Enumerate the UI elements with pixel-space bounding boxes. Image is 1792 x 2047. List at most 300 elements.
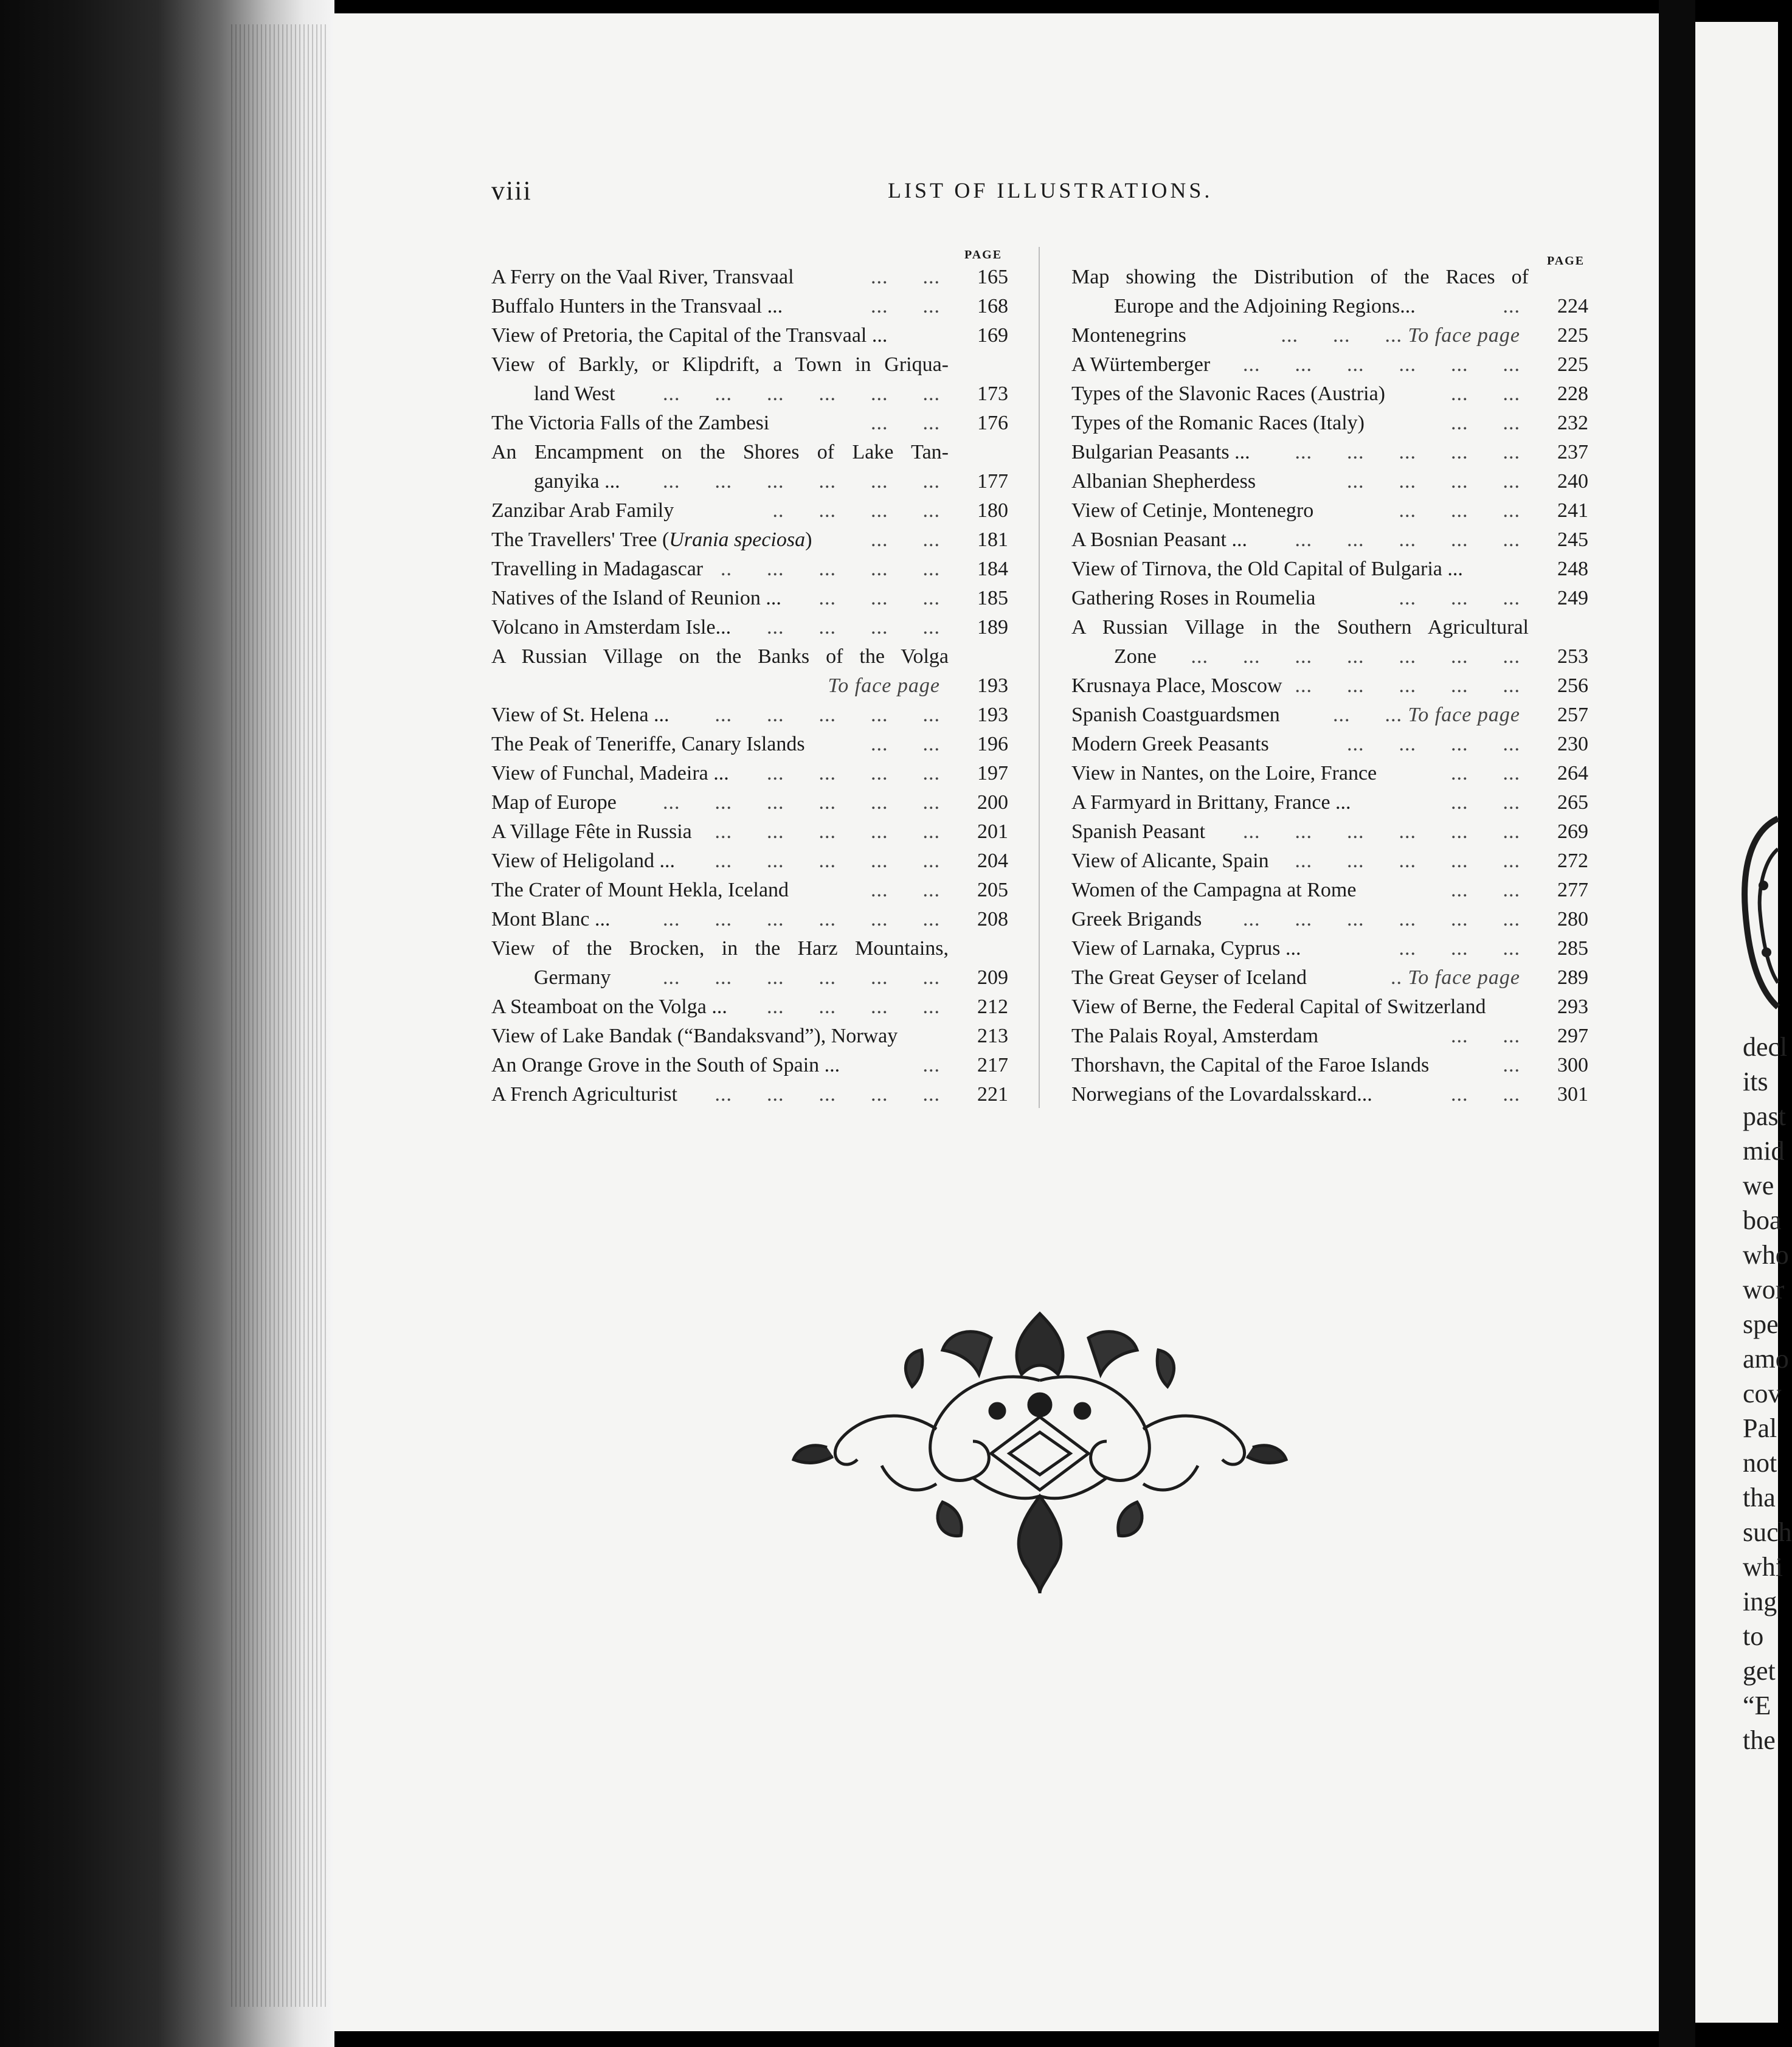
entry-title [491, 905, 610, 934]
leader-dots-text: ... ... [871, 879, 940, 901]
page-number: 224 [1557, 295, 1588, 317]
right-column [1071, 263, 1588, 1109]
illustration-entry [1071, 759, 1588, 788]
leader-dots-text: ... ... ... ... ... [714, 1083, 940, 1106]
facing-page-word: to [1743, 1621, 1764, 1651]
leader-dots-text: ... ... ... ... ... ... [1243, 353, 1520, 376]
to-face-page-note: To face page [1408, 966, 1520, 989]
leader-dots-text: ... ... ... ... ... ... ... [1191, 645, 1520, 668]
entry-title-text: View of Alicante, Spain [1071, 850, 1269, 872]
entry-title [1071, 759, 1377, 788]
leader-dots [819, 584, 941, 613]
facing-page-word: such [1743, 1517, 1792, 1547]
entry-title [1071, 847, 1269, 876]
entry-title [491, 321, 887, 350]
leader-dots-text: ... ... [1451, 762, 1520, 785]
leader-dots-text: ... ... ... ... ... [714, 704, 940, 726]
leader-dots [1347, 467, 1520, 496]
entry-title [1071, 409, 1365, 438]
entry-title-text: Women of the Campagna at Rome [1071, 879, 1357, 901]
illustration-entry [491, 847, 1008, 876]
illustration-entry [1071, 934, 1588, 963]
page-number: 193 [977, 704, 1008, 726]
illustration-entry [1071, 992, 1588, 1022]
illustration-entry [491, 934, 1008, 992]
entry-title [491, 263, 794, 292]
page-number: 301 [1557, 1083, 1588, 1106]
facing-page-word: who [1743, 1240, 1789, 1270]
illustration-entry [491, 730, 1008, 759]
leader-dots-text: ... ... ... ... [767, 996, 940, 1018]
leader-dots [1399, 584, 1521, 613]
entry-title-text: Montenegrins [1071, 324, 1186, 347]
leader-dots [1451, 876, 1520, 905]
illustration-entry [491, 1022, 1008, 1051]
leader-dots [663, 963, 940, 992]
page-number: 264 [1557, 762, 1588, 785]
leader-dots-text: ... ... [1451, 1083, 1520, 1106]
entry-title [1071, 963, 1307, 992]
leader-dots-text: ... ... ... ... ... ... [663, 966, 940, 989]
entry-title [1071, 730, 1269, 759]
left-column [491, 263, 1008, 1109]
facing-page-word: spe [1743, 1309, 1779, 1339]
book-gutter [1659, 0, 1695, 2047]
facing-page-word: whi [1743, 1552, 1783, 1582]
leader-dots-text: ... ... [871, 412, 940, 434]
entry-title-line1: View of Barkly, or Klipdrift, a Town in Griqua- [491, 353, 949, 376]
page-number: 277 [1557, 879, 1588, 901]
leader-dots-text: ... ... [871, 266, 940, 288]
entry-title-line1: An Encampment on the Shores of Lake Tan- [491, 441, 949, 463]
page-number: 169 [977, 324, 1008, 347]
leader-dots-text: ... ... ... ... ... ... [663, 791, 940, 814]
entry-title [491, 847, 675, 876]
page-number: 180 [977, 499, 1008, 522]
leader-dots-text: ... ... ... ... [1347, 470, 1520, 493]
entry-title [491, 730, 805, 759]
leader-dots [871, 876, 940, 905]
entry-title [1071, 555, 1463, 584]
leader-dots [871, 263, 940, 292]
entry-title-line2: Europe and the Adjoining Regions... [1114, 295, 1416, 317]
facing-page-word: tha [1743, 1483, 1776, 1512]
leader-dots-text: ... [922, 1054, 940, 1076]
entry-title-text: Spanish Coastguardsmen [1071, 704, 1280, 726]
illustration-entry [1071, 263, 1588, 321]
entry-title [1071, 467, 1256, 496]
facing-page-word: boa [1743, 1205, 1782, 1235]
entry-title [1071, 379, 1385, 409]
illustration-entry [1071, 467, 1588, 496]
page-number: 168 [977, 295, 1008, 317]
entry-title-text: The Peak of Teneriffe, Canary Islands [491, 733, 805, 755]
entry-title-italic: Urania speciosa [669, 528, 806, 551]
entry-title-after: ) [805, 528, 812, 551]
facing-page-word: ing [1743, 1587, 1777, 1616]
leader-dots-text: ... ... [1451, 383, 1520, 405]
leader-dots [1243, 350, 1520, 379]
page-number: 228 [1557, 383, 1588, 405]
entry-title-text: Bulgarian Peasants ... [1071, 441, 1250, 463]
illustration-entry [1071, 671, 1588, 701]
leader-dots-text: ... ... ... ... ... [714, 820, 940, 843]
entry-title [491, 292, 783, 321]
illustration-entry [1071, 613, 1588, 671]
page-number: 200 [977, 791, 1008, 814]
facing-page-word: decl [1743, 1032, 1788, 1062]
leader-dots-text: ... [1503, 295, 1520, 317]
illustration-entry [1071, 730, 1588, 759]
entry-title-text: Mont Blanc ... [491, 908, 611, 930]
illustration-entry [491, 525, 1008, 555]
illustration-entry [1071, 496, 1588, 525]
entry-title [1071, 1051, 1429, 1080]
page-number: 245 [1557, 528, 1588, 551]
leader-dots [715, 847, 941, 876]
entry-title-text: A Village Fête in Russia [491, 820, 692, 843]
leader-dots-text: ... ... [1451, 1025, 1520, 1047]
entry-title-text: Natives of the Island of Reunion ... [491, 587, 781, 609]
entry-title-line1: View of the Brocken, in the Harz Mountains, [491, 937, 949, 960]
leader-dots [1391, 963, 1520, 992]
entry-title [491, 525, 812, 555]
page-number: 269 [1557, 820, 1588, 843]
page-leaves [231, 24, 328, 2007]
entry-title [1071, 438, 1250, 467]
illustration-entry [491, 992, 1008, 1022]
illustration-entry [491, 263, 1008, 292]
leader-dots [1295, 438, 1521, 467]
leader-dots-text: ... ... ... [1399, 499, 1520, 522]
entry-title-text: View of Heligoland ... [491, 850, 675, 872]
entry-title-text: A Würtemberger [1071, 353, 1211, 376]
leader-dots [871, 525, 940, 555]
illustration-entry [1071, 1022, 1588, 1051]
illustration-entry [1071, 409, 1588, 438]
page-number: 173 [977, 383, 1008, 405]
page-number: 297 [1557, 1025, 1588, 1047]
page-number: 232 [1557, 412, 1588, 434]
entry-title [491, 1080, 677, 1109]
leader-dots [1451, 788, 1520, 817]
entry-title-text: Spanish Peasant [1071, 820, 1206, 843]
entry-title-text: View of Lake Bandak (“Bandaksvand”), Norway [491, 1025, 898, 1047]
illustration-entry [491, 613, 1008, 642]
page-number: 181 [977, 528, 1008, 551]
leader-dots-text: ... ... [1451, 412, 1520, 434]
entry-title-text: Thorshavn, the Capital of the Faroe Islands [1071, 1054, 1430, 1076]
to-face-page-note: To face page [1408, 704, 1520, 726]
entry-title-text: View of Funchal, Madeira ... [491, 762, 729, 785]
page-number: 201 [977, 820, 1008, 843]
illustration-entry [1071, 788, 1588, 817]
entry-title-text: Types of the Slavonic Races (Austria) [1071, 383, 1385, 405]
illustration-entry [491, 321, 1008, 350]
entry-title-text: View of Pretoria, the Capital of the Transvaal ... [491, 324, 888, 347]
leader-dots [773, 496, 941, 525]
page-number: 240 [1557, 470, 1588, 493]
page-number: 248 [1557, 558, 1588, 580]
illustration-entry [491, 409, 1008, 438]
entry-title [1071, 701, 1280, 730]
leader-dots-text: ... ... ... ... ... [1295, 850, 1520, 872]
leader-dots-text: ... ... ... ... ... ... [663, 908, 940, 930]
page-number: 204 [977, 850, 1008, 872]
entry-title-text: Types of the Romanic Races (Italy) [1071, 412, 1365, 434]
illustration-entry [491, 759, 1008, 788]
entry-title-text: Norwegians of the Lovardalsskard... [1071, 1083, 1372, 1106]
page-number: 212 [977, 996, 1008, 1018]
entry-title-text: Buffalo Hunters in the Transvaal ... [491, 295, 783, 317]
page-number: 257 [1557, 704, 1588, 726]
entry-title-line1: A Russian Village on the Banks of the Volga [491, 645, 949, 668]
illustration-entry [1071, 963, 1588, 992]
entry-title [491, 584, 781, 613]
entry-title [1071, 1080, 1372, 1109]
illustration-entry [1071, 876, 1588, 905]
illustration-entry [1071, 701, 1588, 730]
page-number: 272 [1557, 850, 1588, 872]
entry-title [1071, 788, 1351, 817]
entry-title-text: Greek Brigands [1071, 908, 1202, 930]
leader-dots [1347, 730, 1520, 759]
illustration-entry [491, 817, 1008, 847]
leader-dots [1503, 292, 1521, 321]
illustration-entry [1071, 350, 1588, 379]
leader-dots-text: ... ... ... ... ... ... [663, 470, 940, 493]
entry-title-text: Volcano in Amsterdam Isle... [491, 616, 732, 639]
illustration-entry [1071, 379, 1588, 409]
column-divider [1039, 247, 1040, 1108]
illustration-entry [491, 584, 1008, 613]
entry-title [491, 788, 617, 817]
illustration-entry [491, 642, 1008, 701]
leader-dots-text: ... ... ... ... [1347, 733, 1520, 755]
leader-dots [1295, 671, 1521, 701]
page-number: 249 [1557, 587, 1588, 609]
facing-page-word: Pal [1743, 1413, 1777, 1443]
entry-title-text: Krusnaya Place, Moscow [1071, 674, 1282, 697]
leader-dots-text: .. ... ... ... ... [721, 558, 940, 580]
entry-title-text: The Travellers' Tree ( [491, 528, 669, 551]
entry-title-line2: ganyika ... [534, 470, 620, 493]
leader-dots [663, 905, 940, 934]
leader-dots-text: .. ... ... ... [772, 499, 940, 522]
entry-title [1071, 496, 1313, 525]
leader-dots [1451, 1080, 1520, 1109]
illustration-entry [491, 292, 1008, 321]
entry-title [1071, 934, 1301, 963]
entry-title [491, 876, 789, 905]
page-number: 280 [1557, 908, 1588, 930]
leader-dots-text: .. [1390, 966, 1402, 989]
page-number: 221 [977, 1083, 1008, 1106]
illustration-entry [491, 350, 1008, 409]
entry-title [491, 555, 703, 584]
facing-page-word: amo [1743, 1344, 1789, 1374]
entry-title-text: Albanian Shepherdess [1071, 470, 1256, 493]
page-number: 285 [1557, 937, 1588, 960]
leader-dots [1295, 525, 1521, 555]
entry-title-text: Gathering Roses in Roumelia [1071, 587, 1316, 609]
entry-title [491, 496, 674, 525]
page-number: 237 [1557, 441, 1588, 463]
leader-dots-text: ... ... ... ... ... [1295, 441, 1520, 463]
illustration-entry [491, 876, 1008, 905]
leader-dots [1451, 759, 1520, 788]
page-number: 256 [1557, 674, 1588, 697]
page-number: 225 [1557, 324, 1588, 347]
leader-dots-text: ... ... [1451, 879, 1520, 901]
leader-dots-text: ... ... ... ... [767, 616, 940, 639]
illustration-entry [1071, 847, 1588, 876]
entry-title-text: The Victoria Falls of the Zambesi [491, 412, 770, 434]
page-number: 217 [977, 1054, 1008, 1076]
illustration-entry [1071, 321, 1588, 350]
entry-title [491, 759, 729, 788]
entry-title-line1: Map showing the Distribution of the Races of [1071, 266, 1529, 288]
leader-dots [715, 817, 941, 847]
leader-dots [1399, 496, 1521, 525]
illustration-entry [491, 496, 1008, 525]
illustration-entry [491, 438, 1008, 496]
page-number: 213 [977, 1025, 1008, 1047]
ornate-initial-fragment [1739, 812, 1778, 1013]
folio-number: viii [491, 176, 532, 206]
entry-title-text: A Farmyard in Brittany, France ... [1071, 791, 1351, 814]
page-number: 253 [1557, 645, 1588, 668]
leader-dots [1451, 1022, 1520, 1051]
entry-title [1071, 905, 1202, 934]
left-page-column-label: PAGE [964, 248, 1003, 262]
page-number: 230 [1557, 733, 1588, 755]
facing-page-word: wor [1743, 1275, 1785, 1304]
page-number: 208 [977, 908, 1008, 930]
leader-dots-text: ... ... ... [1281, 324, 1402, 347]
leader-dots [871, 730, 940, 759]
page-number: 176 [977, 412, 1008, 434]
illustration-entry [491, 1080, 1008, 1109]
illustration-entry [1071, 1080, 1588, 1109]
entry-title [1071, 876, 1356, 905]
facing-page-word: get [1743, 1656, 1776, 1686]
illustration-entry [1071, 525, 1588, 555]
leader-dots-text: ... ... [1332, 704, 1402, 726]
leader-dots [871, 292, 940, 321]
leader-dots-text: ... ... [871, 528, 940, 551]
leader-dots-text: ... ... ... ... ... ... [1243, 820, 1520, 843]
illustration-entry [1071, 905, 1588, 934]
page-number: 225 [1557, 353, 1588, 376]
to-face-page-note: To face page [828, 674, 940, 697]
facing-page-word: past [1743, 1101, 1786, 1131]
leader-dots [663, 379, 940, 409]
leader-dots [871, 409, 940, 438]
entry-title [491, 409, 769, 438]
entry-title-text: Travelling in Madagascar [491, 558, 704, 580]
page-number: 289 [1557, 966, 1588, 989]
entry-title [1071, 1022, 1318, 1051]
page-number: 197 [977, 762, 1008, 785]
facing-page-word: “E [1743, 1691, 1771, 1720]
illustration-entry [491, 788, 1008, 817]
leader-dots-text: ... ... [871, 295, 940, 317]
illustration-entry [1071, 584, 1588, 613]
leader-dots [1243, 905, 1520, 934]
leader-dots [1451, 409, 1520, 438]
entry-title [1071, 817, 1205, 847]
entry-title-text: The Crater of Mount Hekla, Iceland [491, 879, 789, 901]
entry-title-line2: land West [534, 383, 615, 405]
page-number: 177 [977, 470, 1008, 493]
entry-title-text: The Great Geyser of Iceland [1071, 966, 1307, 989]
leader-dots-text: ... ... ... ... ... ... [1243, 908, 1520, 930]
page-number: 185 [977, 587, 1008, 609]
entry-title-text: View of Cetinje, Montenegro [1071, 499, 1314, 522]
leader-dots-text: ... ... [1451, 791, 1520, 814]
leader-dots-text: ... ... ... ... ... [714, 850, 940, 872]
leader-dots-text: ... ... ... ... ... [1295, 528, 1520, 551]
entry-title [1071, 671, 1282, 701]
entry-title-text: A Steamboat on the Volga ... [491, 996, 727, 1018]
leader-dots [1243, 817, 1520, 847]
facing-page-word: the [1743, 1725, 1776, 1755]
illustration-entry [1071, 555, 1588, 584]
leader-dots [1451, 379, 1520, 409]
leader-dots [767, 759, 940, 788]
facing-page-word: its [1743, 1067, 1768, 1096]
illustration-entry [1071, 1051, 1588, 1080]
entry-title [1071, 321, 1186, 350]
entry-title-text: View of Berne, the Federal Capital of Switzerland [1071, 996, 1486, 1018]
facing-page-word: cov [1743, 1379, 1782, 1408]
entry-title-text: An Orange Grove in the South of Spain ... [491, 1054, 840, 1076]
leader-dots-text: ... ... ... [1399, 937, 1520, 960]
illustration-entry [491, 555, 1008, 584]
entry-title-text: The Palais Royal, Amsterdam [1071, 1025, 1319, 1047]
entry-title-text: Zanzibar Arab Family [491, 499, 674, 522]
entry-title-text: Modern Greek Peasants [1071, 733, 1269, 755]
page-number: 265 [1557, 791, 1588, 814]
decorative-ornament [790, 1295, 1289, 1599]
illustration-entry [491, 1051, 1008, 1080]
entry-title-line2: Germany [534, 966, 611, 989]
leader-dots [721, 555, 940, 584]
entry-title-text: A Ferry on the Vaal River, Transvaal [491, 266, 794, 288]
page-number: 205 [977, 879, 1008, 901]
leader-dots [1295, 847, 1521, 876]
leader-dots-text: ... ... ... ... ... [1295, 674, 1520, 697]
leader-dots [923, 1051, 941, 1080]
entry-title [491, 817, 692, 847]
running-head: LIST OF ILLUSTRATIONS. [888, 178, 1213, 203]
entry-title-text: View in Nantes, on the Loire, France [1071, 762, 1377, 785]
leader-dots-text: ... ... ... ... [767, 762, 940, 785]
entry-title [1071, 992, 1486, 1022]
leader-dots [1191, 642, 1521, 671]
leader-dots [663, 788, 940, 817]
leader-dots-text: ... ... [871, 733, 940, 755]
right-page-column-label: PAGE [1547, 254, 1585, 268]
facing-page-word: mid [1743, 1136, 1785, 1166]
leader-dots [767, 992, 940, 1022]
facing-page-word: not [1743, 1448, 1777, 1478]
illustration-entry [1071, 817, 1588, 847]
entry-title-text: View of St. Helena ... [491, 704, 669, 726]
page-number: 193 [977, 674, 1008, 697]
page-number: 184 [977, 558, 1008, 580]
